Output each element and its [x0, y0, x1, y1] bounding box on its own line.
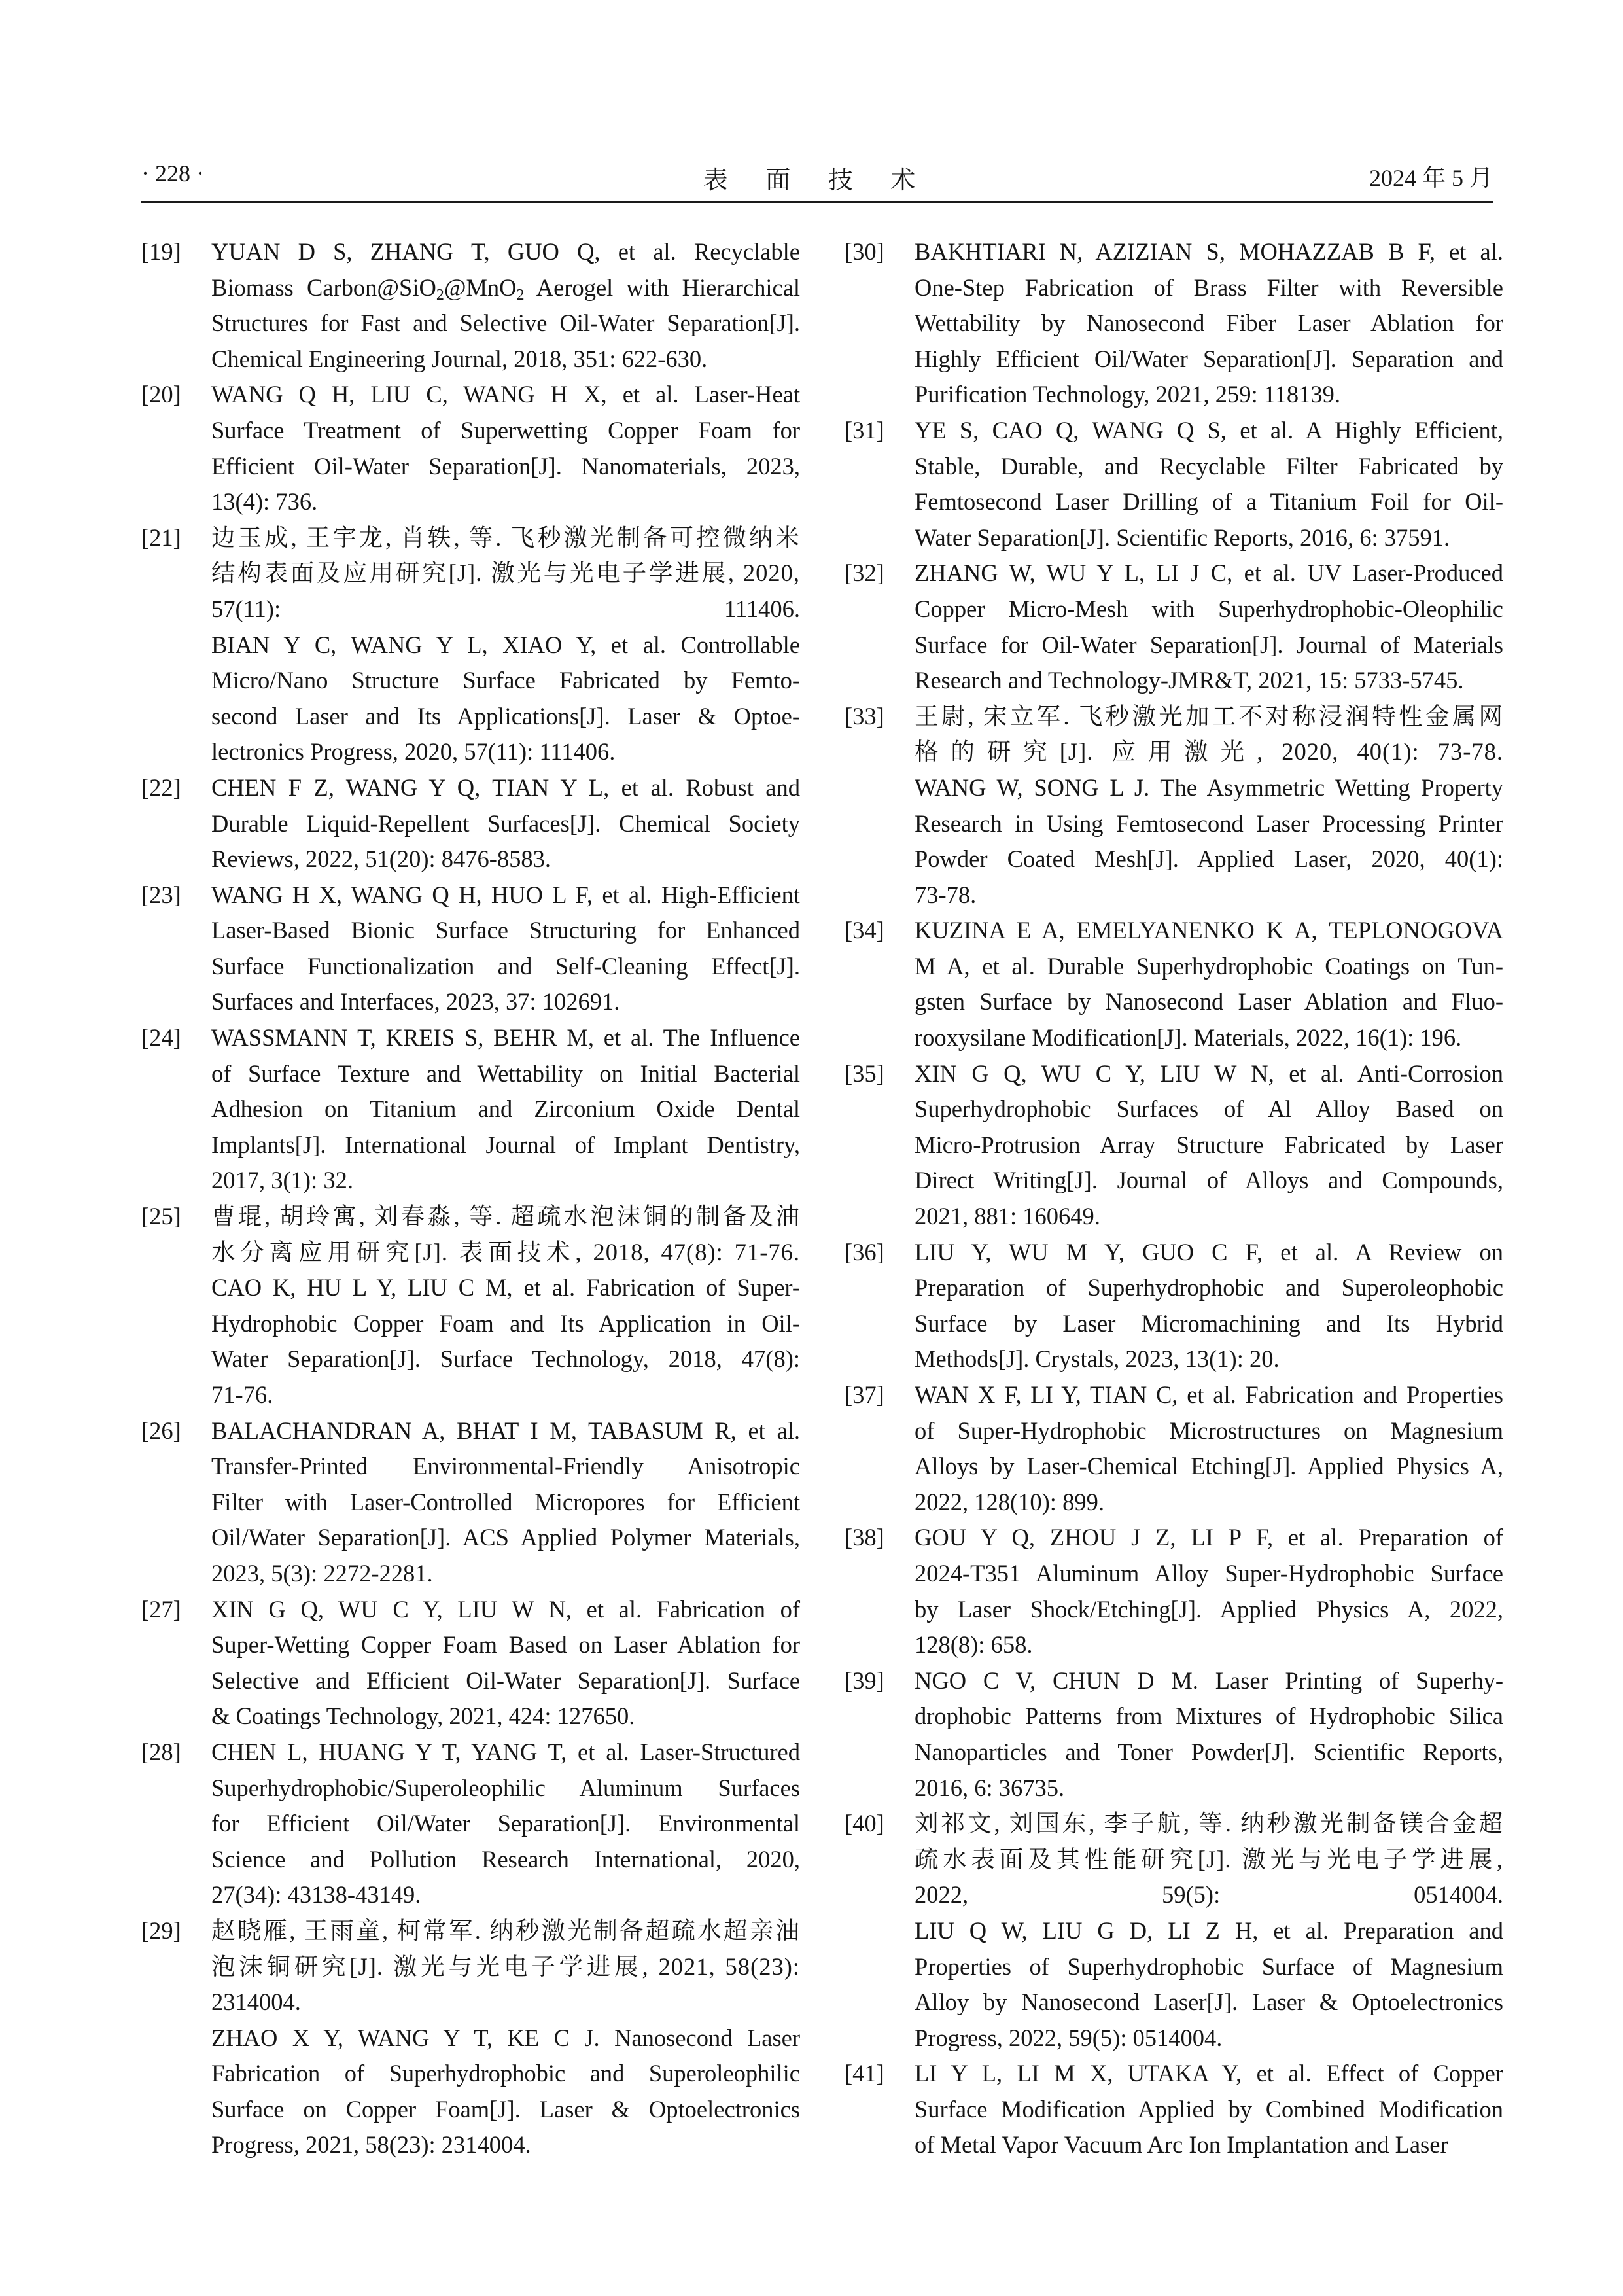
references-right-column: [845, 234, 1503, 2163]
reference-line: 71-76.: [211, 1381, 273, 1408]
reference-entry: [141, 1592, 800, 1735]
reference-line: XIN G Q, WU C Y, LIU W N, et al. Anti-Corrosion: [915, 1059, 1503, 1087]
reference-text: [211, 234, 800, 377]
reference-text: [915, 413, 1503, 556]
header-rule: [141, 201, 1493, 203]
reference-line: Methods[J]. Crystals, 2023, 13(1): 20.: [915, 1345, 1280, 1373]
reference-line: Water Separation[J]. Surface Technology, 2018, 47(8):: [211, 1345, 800, 1373]
reference-text: [211, 1413, 800, 1592]
reference-line: 2023, 5(3): 2272-2281.: [211, 1559, 433, 1587]
reference-line: Durable Liquid-Repellent Surfaces[J]. Chemical Society: [211, 809, 800, 837]
reference-line: Structures for Fast and Selective Oil-Water Separation[J].: [211, 309, 800, 337]
reference-line: of Super-Hydrophobic Microstructures on Magnesium: [915, 1417, 1503, 1444]
reference-line: WANG W, SONG L J. The Asymmetric Wetting Property: [915, 773, 1503, 801]
reference-number: [22]: [141, 773, 181, 801]
reference-line: Fabrication of Superhydrophobic and Superoleophilic: [211, 2060, 800, 2087]
reference-line: 2022, 59(5): 0514004.: [915, 1881, 1503, 1909]
reference-line: Surfaces and Interfaces, 2023, 37: 102691.: [211, 988, 620, 1016]
page-number: · 228 ·: [141, 160, 204, 186]
reference-text: [915, 1056, 1503, 1235]
reference-line: for Efficient Oil/Water Separation[J]. Environmental: [211, 1810, 800, 1837]
reference-entry: [845, 1377, 1503, 1520]
reference-entry: [845, 699, 1503, 913]
reference-text: [915, 1377, 1503, 1520]
reference-number: [39]: [845, 1667, 884, 1694]
reference-entry: [141, 1020, 800, 1199]
reference-line: One-Step Fabrication of Brass Filter with Reversible: [915, 274, 1503, 301]
reference-number: [36]: [845, 1238, 884, 1265]
reference-text: [915, 1663, 1503, 1806]
reference-line: WANG H X, WANG Q H, HUO L F, et al. High-Efficient: [211, 881, 800, 908]
reference-line: 赵晓雁, 王雨童, 柯常军. 纳秒激光制备超疏水超亲油: [211, 1916, 800, 1944]
reference-number: [21]: [141, 523, 181, 551]
reference-line: WASSMANN T, KREIS S, BEHR M, et al. The Influence: [211, 1024, 800, 1051]
reference-entry: [845, 413, 1503, 556]
reference-text: [915, 234, 1503, 413]
reference-text: [211, 1199, 800, 1413]
reference-line: LI Y L, LI M X, UTAKA Y, et al. Effect of Copper: [915, 2060, 1503, 2087]
reference-line: CHEN L, HUANG Y T, YANG T, et al. Laser-Structured: [211, 1738, 800, 1765]
reference-line: Biomass Carbon@SiO$_2$@MnO$_2$ Aerogel with Hierarchical: [211, 274, 800, 304]
reference-line: Implants[J]. International Journal of Implant Dentistry,: [211, 1131, 800, 1158]
reference-entry: [141, 1735, 800, 1913]
reference-number: [26]: [141, 1417, 181, 1444]
reference-line: CHEN F Z, WANG Y Q, TIAN Y L, et al. Robust and: [211, 773, 800, 801]
reference-line: Research and Technology-JMR&T, 2021, 15: 5733-5745.: [915, 667, 1464, 694]
reference-line: BAKHTIARI N, AZIZIAN S, MOHAZZAB B F, et al.: [915, 238, 1503, 265]
journal-title: 表 面 技 术: [703, 167, 932, 194]
reference-line: Surface on Copper Foam[J]. Laser & Optoelectronics: [211, 2095, 800, 2123]
reference-number: [23]: [141, 881, 181, 908]
reference-entry: [845, 1520, 1503, 1663]
reference-line: Science and Pollution Research International, 2020,: [211, 1845, 800, 1873]
reference-line: Surface by Laser Micromachining and Its Hybrid: [915, 1309, 1503, 1337]
reference-number: [37]: [845, 1381, 884, 1408]
reference-line: of Metal Vapor Vacuum Arc Ion Implantation and Laser: [915, 2131, 1448, 2159]
reference-line: Super-Wetting Copper Foam Based on Laser Ablation for: [211, 1631, 800, 1659]
reference-line: BALACHANDRAN A, BHAT I M, TABASUM R, et al.: [211, 1417, 800, 1444]
reference-line: BIAN Y C, WANG Y L, XIAO Y, et al. Controllable: [211, 631, 800, 658]
reference-entry: [141, 1413, 800, 1592]
reference-line: Progress, 2021, 58(23): 2314004.: [211, 2131, 531, 2159]
reference-entry: [845, 2056, 1503, 2163]
reference-line: 2022, 128(10): 899.: [915, 1488, 1104, 1515]
reference-entry: [845, 234, 1503, 413]
reference-line: Micro/Nano Structure Surface Fabricated by Femto-: [211, 667, 800, 694]
reference-text: [915, 556, 1503, 698]
reference-line: XIN G Q, WU C Y, LIU W N, et al. Fabrication of: [211, 1595, 800, 1623]
reference-entry: [845, 913, 1503, 1055]
reference-line: 曹琨, 胡玲寓, 刘春淼, 等. 超疏水泡沫铜的制备及油: [211, 1203, 800, 1230]
reference-number: [34]: [845, 917, 884, 944]
reference-line: Surface for Oil-Water Separation[J]. Journal of Materials: [915, 631, 1503, 658]
reference-number: [30]: [845, 238, 884, 265]
reference-line: & Coatings Technology, 2021, 424: 127650.: [211, 1703, 635, 1730]
reference-text: [211, 770, 800, 877]
reference-number: [24]: [141, 1024, 181, 1051]
reference-line: Adhesion on Titanium and Zirconium Oxide Dental: [211, 1095, 800, 1123]
reference-line: WAN X F, LI Y, TIAN C, et al. Fabrication and Properties: [915, 1381, 1503, 1408]
reference-line: YUAN D S, ZHANG T, GUO Q, et al. Recyclable: [211, 238, 800, 265]
issue-date: 2024 年 5 月: [1369, 165, 1493, 191]
reference-number: [28]: [141, 1738, 181, 1765]
reference-line: 疏水表面及其性能研究[J]. 激光与光电子学进展,: [915, 1845, 1503, 1873]
reference-line: Properties of Superhydrophobic Surface of Magnesium: [915, 1952, 1503, 1980]
reference-line: Purification Technology, 2021, 259: 118139.: [915, 381, 1340, 408]
reference-text: [915, 1806, 1503, 2056]
reference-line: KUZINA E A, EMELYANENKO K A, TEPLONOGOVA: [915, 917, 1503, 944]
reference-line: 57(11): 111406.: [211, 595, 800, 622]
reference-line: ZHANG W, WU Y L, LI J C, et al. UV Laser-Produced: [915, 559, 1503, 587]
reference-line: Stable, Durable, and Recyclable Filter Fabricated by: [915, 452, 1503, 480]
reference-line: WANG Q H, LIU C, WANG H X, et al. Laser-Heat: [211, 381, 800, 408]
reference-number: [41]: [845, 2060, 884, 2087]
reference-line: NGO C V, CHUN D M. Laser Printing of Superhy-: [915, 1667, 1503, 1694]
reference-line: 128(8): 658.: [915, 1631, 1033, 1659]
reference-entry: [141, 377, 800, 520]
reference-text: [211, 377, 800, 520]
reference-entry: [845, 1806, 1503, 2056]
reference-number: [19]: [141, 238, 181, 265]
reference-line: LIU Y, WU M Y, GUO C F, et al. A Review on: [915, 1238, 1503, 1265]
reference-line: ZHAO X Y, WANG Y T, KE C J. Nanosecond Laser: [211, 2024, 800, 2051]
reference-line: lectronics Progress, 2020, 57(11): 111406.: [211, 738, 616, 766]
reference-line: of Surface Texture and Wettability on Initial Bacterial: [211, 1059, 800, 1087]
reference-text: [211, 1592, 800, 1735]
reference-line: Powder Coated Mesh[J]. Applied Laser, 2020, 40(1):: [915, 845, 1503, 873]
reference-line: 27(34): 43138-43149.: [211, 1881, 421, 1909]
reference-line: Chemical Engineering Journal, 2018, 351: 622-630.: [211, 345, 708, 372]
reference-line: Highly Efficient Oil/Water Separation[J]. Separation and: [915, 345, 1503, 372]
references-left-column: [141, 234, 800, 2163]
reference-number: [40]: [845, 1810, 884, 1837]
reference-entry: [141, 770, 800, 877]
reference-entry: [845, 1663, 1503, 1806]
reference-line: Surface Treatment of Superwetting Copper Foam for: [211, 416, 800, 444]
reference-line: Oil/Water Separation[J]. ACS Applied Polymer Materials,: [211, 1524, 800, 1551]
reference-entry: [845, 1056, 1503, 1235]
reference-text: [211, 1020, 800, 1199]
reference-number: [25]: [141, 1203, 181, 1230]
reference-line: Alloy by Nanosecond Laser[J]. Laser & Optoelectronics: [915, 1988, 1503, 2016]
reference-text: [211, 1735, 800, 1913]
reference-text: [211, 877, 800, 1020]
reference-line: LIU Q W, LIU G D, LI Z H, et al. Preparation and: [915, 1916, 1503, 1944]
reference-line: Copper Micro-Mesh with Superhydrophobic-Oleophilic: [915, 595, 1503, 622]
reference-line: 结构表面及应用研究[J]. 激光与光电子学进展, 2020,: [211, 559, 800, 587]
reference-text: [211, 520, 800, 770]
reference-line: 13(4): 736.: [211, 488, 318, 516]
reference-line: 2021, 881: 160649.: [915, 1203, 1100, 1230]
reference-line: rooxysilane Modification[J]. Materials, 2022, 16(1): 196.: [915, 1024, 1462, 1051]
reference-line: Surface Modification Applied by Combined Modification: [915, 2095, 1503, 2123]
reference-entry: [141, 1913, 800, 2163]
reference-number: [31]: [845, 416, 884, 444]
reference-line: 王尉, 宋立军. 飞秒激光加工不对称浸润特性金属网: [915, 702, 1503, 730]
reference-line: 2314004.: [211, 1988, 301, 2016]
reference-line: Progress, 2022, 59(5): 0514004.: [915, 2024, 1223, 2051]
reference-line: 泡沫铜研究[J]. 激光与光电子学进展, 2021, 58(23):: [211, 1952, 800, 1980]
reference-number: [38]: [845, 1524, 884, 1551]
reference-line: Water Separation[J]. Scientific Reports, 2016, 6: 37591.: [915, 523, 1450, 551]
reference-text: [915, 699, 1503, 913]
reference-line: gsten Surface by Nanosecond Laser Ablation and Fluo-: [915, 988, 1503, 1016]
reference-line: Hydrophobic Copper Foam and Its Application in Oil-: [211, 1309, 800, 1337]
reference-number: [32]: [845, 559, 884, 587]
reference-line: second Laser and Its Applications[J]. Laser & Optoe-: [211, 702, 800, 730]
reference-line: 水分离应用研究[J]. 表面技术, 2018, 47(8): 71-76.: [211, 1238, 800, 1265]
reference-line: Reviews, 2022, 51(20): 8476-8583.: [211, 845, 551, 873]
reference-line: Micro-Protrusion Array Structure Fabricated by Laser: [915, 1131, 1503, 1158]
reference-text: [915, 2056, 1503, 2163]
reference-line: CAO K, HU L Y, LIU C M, et al. Fabrication of Super-: [211, 1274, 800, 1301]
reference-text: [915, 913, 1503, 1055]
reference-line: Transfer-Printed Environmental-Friendly Anisotropic: [211, 1453, 800, 1480]
reference-number: [35]: [845, 1059, 884, 1087]
reference-line: 73-78.: [915, 881, 977, 908]
reference-number: [27]: [141, 1595, 181, 1623]
reference-line: Superhydrophobic/Superoleophilic Aluminum Surfaces: [211, 1774, 800, 1801]
reference-line: 2024-T351 Aluminum Alloy Super-Hydrophobic Surface: [915, 1559, 1503, 1587]
reference-line: Direct Writing[J]. Journal of Alloys and Compounds,: [915, 1167, 1503, 1194]
reference-line: GOU Y Q, ZHOU J Z, LI P F, et al. Preparation of: [915, 1524, 1503, 1551]
reference-line: Wettability by Nanosecond Fiber Laser Ablation for: [915, 309, 1503, 337]
reference-entry: [845, 556, 1503, 698]
reference-line: Laser-Based Bionic Surface Structuring for Enhanced: [211, 917, 800, 944]
reference-line: by Laser Shock/Etching[J]. Applied Physics A, 2022,: [915, 1595, 1503, 1623]
reference-line: M A, et al. Durable Superhydrophobic Coatings on Tun-: [915, 952, 1503, 980]
reference-text: [915, 1235, 1503, 1377]
reference-line: Preparation of Superhydrophobic and Superoleophobic: [915, 1274, 1503, 1301]
reference-line: 2016, 6: 36735.: [915, 1774, 1065, 1801]
reference-line: Femtosecond Laser Drilling of a Titanium Foil for Oil-: [915, 488, 1503, 516]
reference-text: [211, 1913, 800, 2163]
reference-line: Efficient Oil-Water Separation[J]. Nanomaterials, 2023,: [211, 452, 800, 480]
reference-line: Superhydrophobic Surfaces of Al Alloy Based on: [915, 1095, 1503, 1123]
reference-text: [915, 1520, 1503, 1663]
reference-line: Filter with Laser-Controlled Micropores for Efficient: [211, 1488, 800, 1515]
reference-line: drophobic Patterns from Mixtures of Hydrophobic Silica: [915, 1703, 1503, 1730]
reference-line: 2017, 3(1): 32.: [211, 1167, 353, 1194]
reference-entry: [141, 520, 800, 770]
reference-line: Surface Functionalization and Self-Cleaning Effect[J].: [211, 952, 800, 980]
reference-line: 边玉成, 王宇龙, 肖轶, 等. 飞秒激光制备可控微纳米: [211, 523, 800, 551]
reference-line: Nanoparticles and Toner Powder[J]. Scientific Reports,: [915, 1738, 1503, 1765]
reference-line: 格的研究[J]. 应用激光, 2020, 40(1): 73-78.: [915, 738, 1503, 766]
reference-line: Alloys by Laser-Chemical Etching[J]. Applied Physics A,: [915, 1453, 1503, 1480]
page-header: [141, 156, 1493, 195]
reference-entry: [845, 1235, 1503, 1377]
reference-entry: [141, 234, 800, 377]
reference-number: [20]: [141, 381, 181, 408]
reference-number: [29]: [141, 1916, 181, 1944]
reference-number: [33]: [845, 702, 884, 730]
reference-entry: [141, 1199, 800, 1413]
reference-entry: [141, 877, 800, 1020]
reference-line: 刘祁文, 刘国东, 李子航, 等. 纳秒激光制备镁合金超: [915, 1810, 1503, 1837]
reference-line: Research in Using Femtosecond Laser Processing Printer: [915, 809, 1503, 837]
reference-line: YE S, CAO Q, WANG Q S, et al. A Highly Efficient,: [915, 416, 1503, 444]
reference-line: Selective and Efficient Oil-Water Separation[J]. Surface: [211, 1667, 800, 1694]
